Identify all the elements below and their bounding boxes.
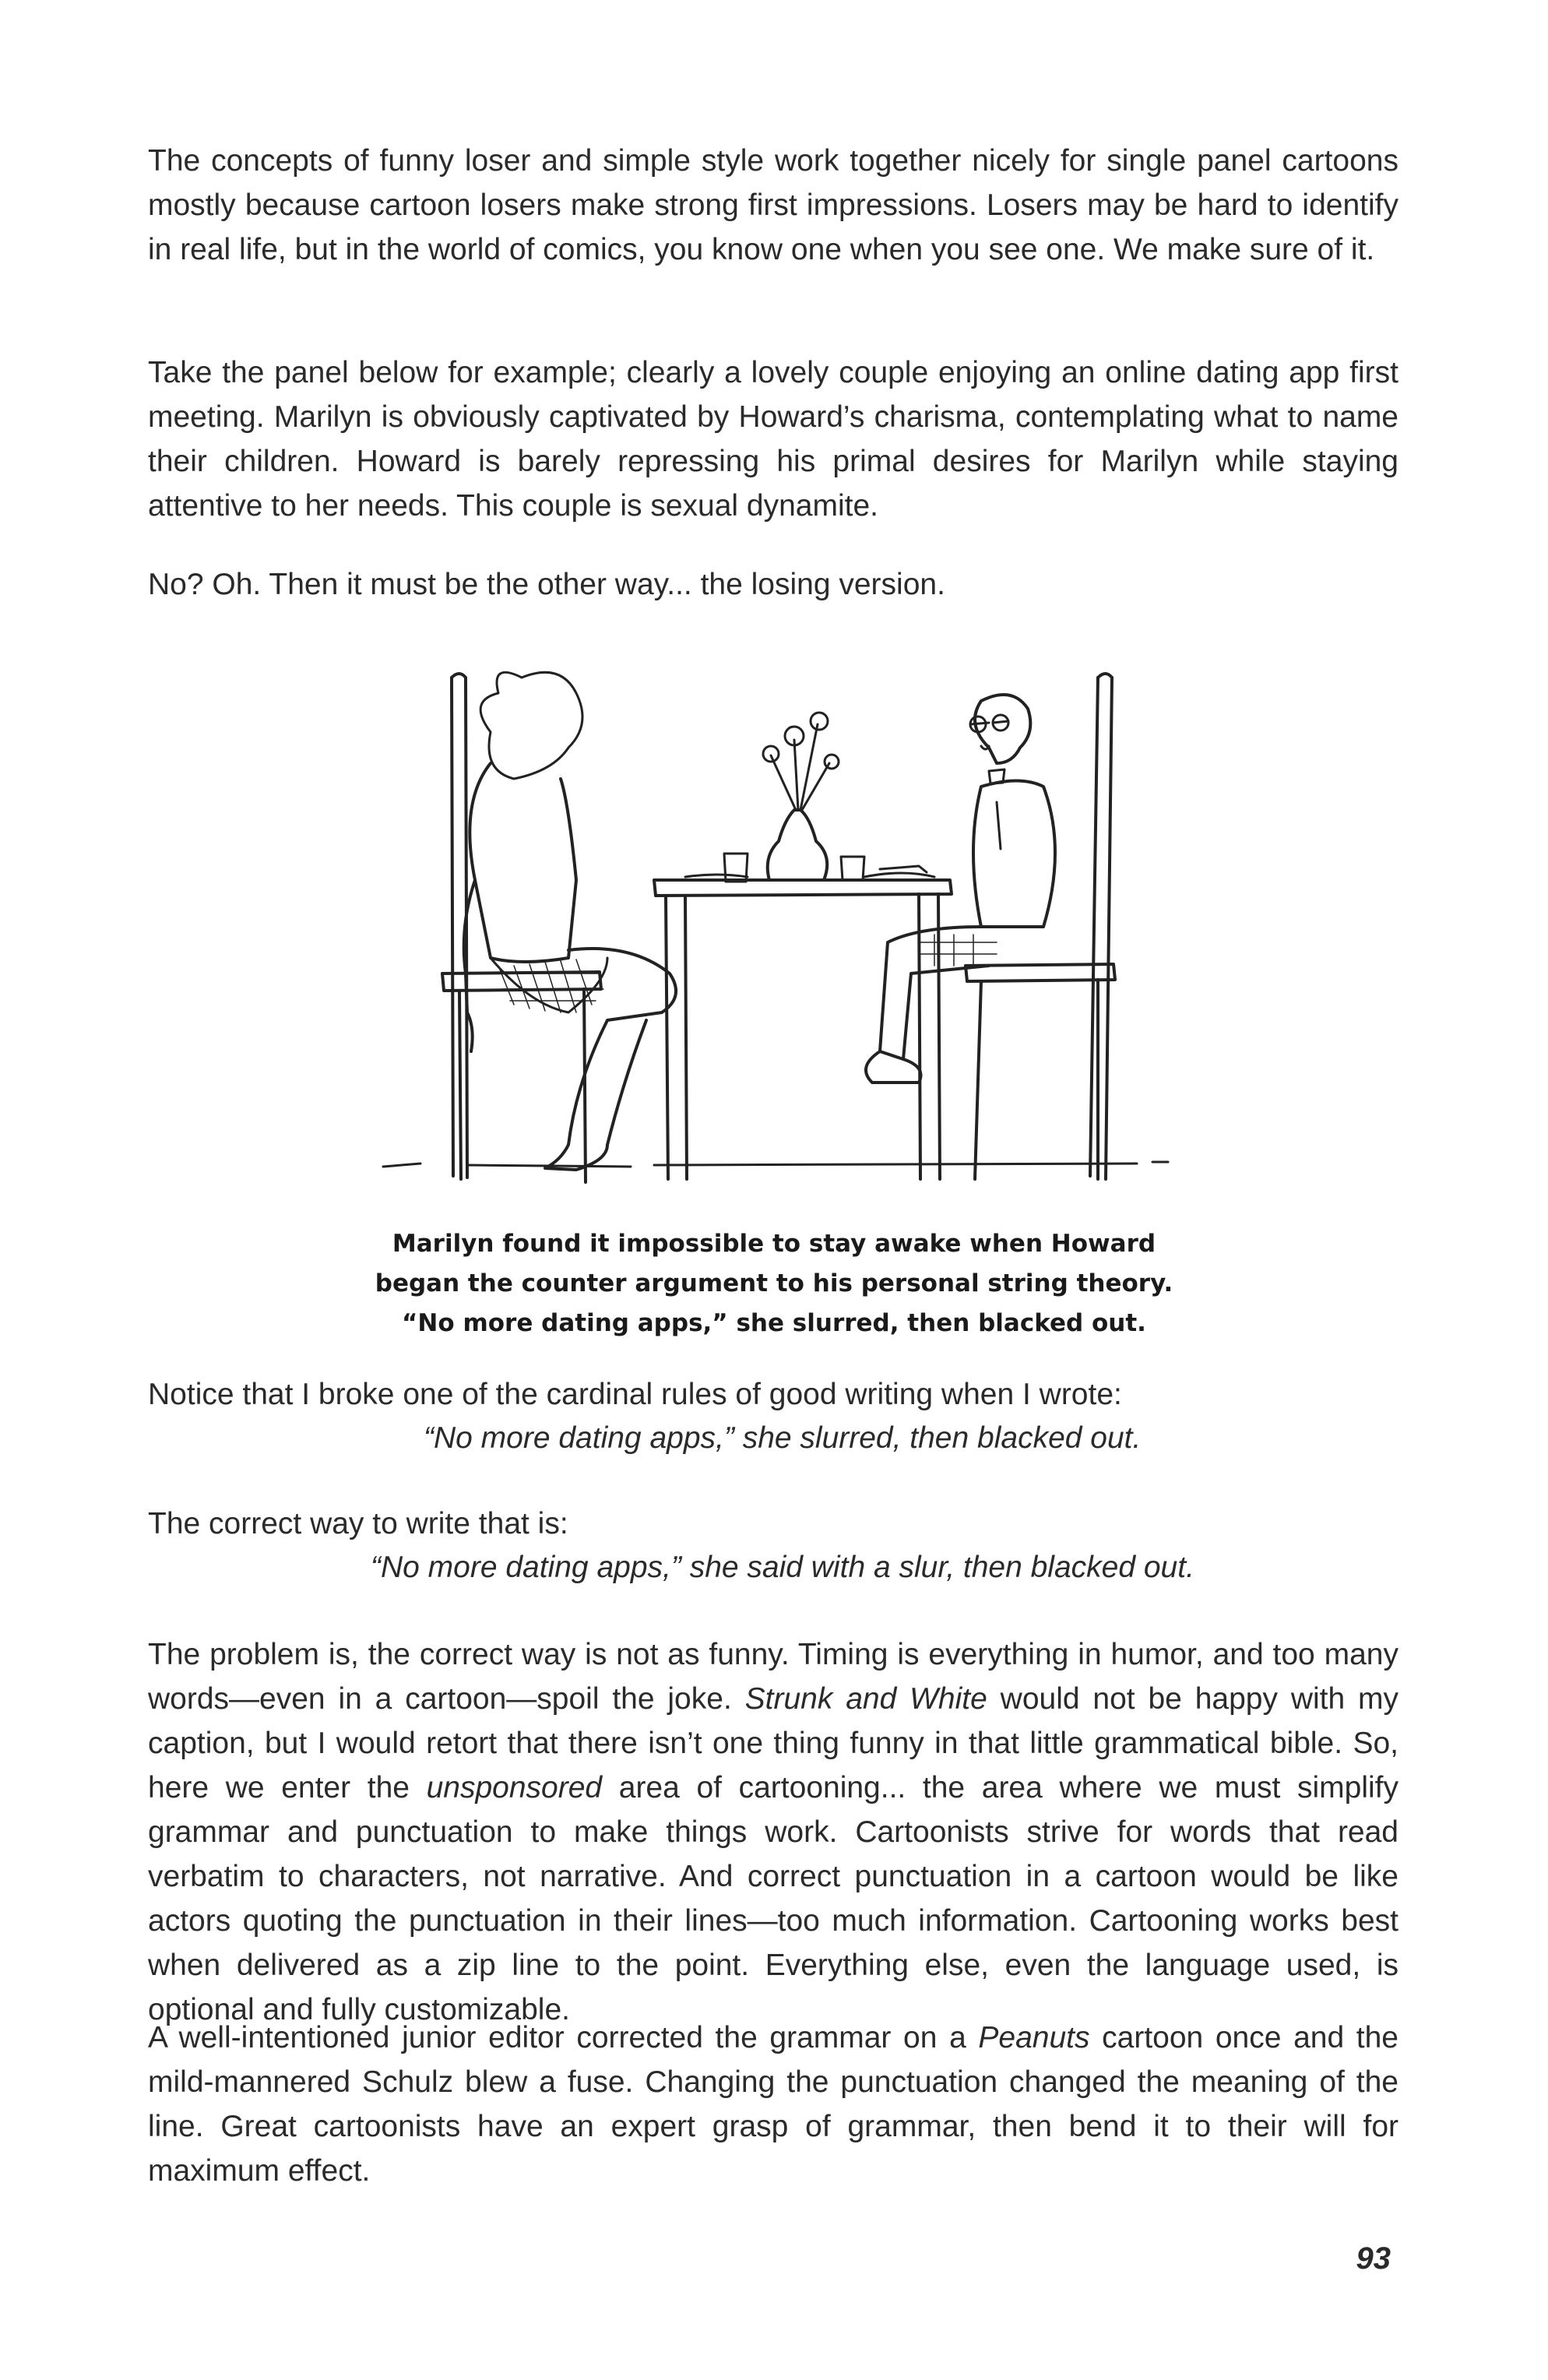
paragraph-intro: The concepts of funny loser and simple style work together nicely for single panel cartoons mostly because cartoon losers make strong first impressions. Losers may be hard to identify in real life, but in the world of comics, you know one when you see one. We make sure of it. (148, 144, 1398, 266)
text-run: area of cartooning... the area where we must simplify grammar and punctuation to make things work. Cartoonists strive for words that read verbatim to characters, not narrative. And correct punctuation in a cartoon would be like actors quoting the punctuation in their lines—too much information. Cartooning works best when delivered as a zip line to the point. Everything else, even the language used, is optional and fully customizable. (148, 1771, 1398, 2026)
book-title-strunk-white: Strunk and White (744, 1682, 987, 1716)
paragraph-correct-way: The correct way to write that is: (148, 1507, 568, 1540)
caption-line: Marilyn found it impossible to stay awake when Howard (392, 1230, 1156, 1258)
text-run: A well-intentioned junior editor corrected the grammar on a (148, 2021, 979, 2054)
quote-incorrect: “No more dating apps,” she slurred, then blacked out. (424, 1421, 1142, 1455)
paragraph-losing-version: No? Oh. Then it must be the other way... the losing version. (148, 568, 945, 601)
emphasis-unsponsored: unsponsored (426, 1771, 603, 1804)
caption-line: “No more dating apps,” she slurred, then blacked out. (402, 1309, 1146, 1337)
text-run: The problem is, the correct way is not as funny. Timing is everything in humor, and too many words—even in a cartoon—spoil the joke. (148, 1638, 1398, 1716)
caption-line: began the counter argument to his personal string theory. (375, 1269, 1173, 1297)
paragraph-example: Take the panel below for example; clearly a lovely couple enjoying an online dating app first meeting. Marilyn is obviously captivated by Howard’s charisma, contemplating what to name their children. Howard is barely repressing his primal desires for Marilyn while staying attentive to her needs. This couple is sexual dynamite. (148, 356, 1398, 523)
quote-correct: “No more dating apps,” she said with a slur, then blacked out. (371, 1551, 1194, 1584)
paragraph-grammar (148, 1632, 1398, 2032)
comic-title-peanuts: Peanuts (978, 2021, 1090, 2054)
paragraph-peanuts (148, 2016, 1398, 2193)
figure-caption (234, 1224, 1314, 1343)
cartoon-illustration (374, 646, 1184, 1199)
text-run: would not be happy with my caption, but I would retort that there isn’t one thing funny in that little grammatical bible. So, here we enter the (148, 1682, 1399, 1804)
page-number: 93 (1356, 2241, 1391, 2276)
paragraph-cardinal-rule: Notice that I broke one of the cardinal rules of good writing when I wrote: (148, 1378, 1122, 1411)
text-run: cartoon once and the mild-mannered Schulz blew a fuse. Changing the punctuation changed the meaning of the line. Great cartoonists have an expert grasp of grammar, then bend it to their will for maximum effect. (148, 2021, 1398, 2188)
